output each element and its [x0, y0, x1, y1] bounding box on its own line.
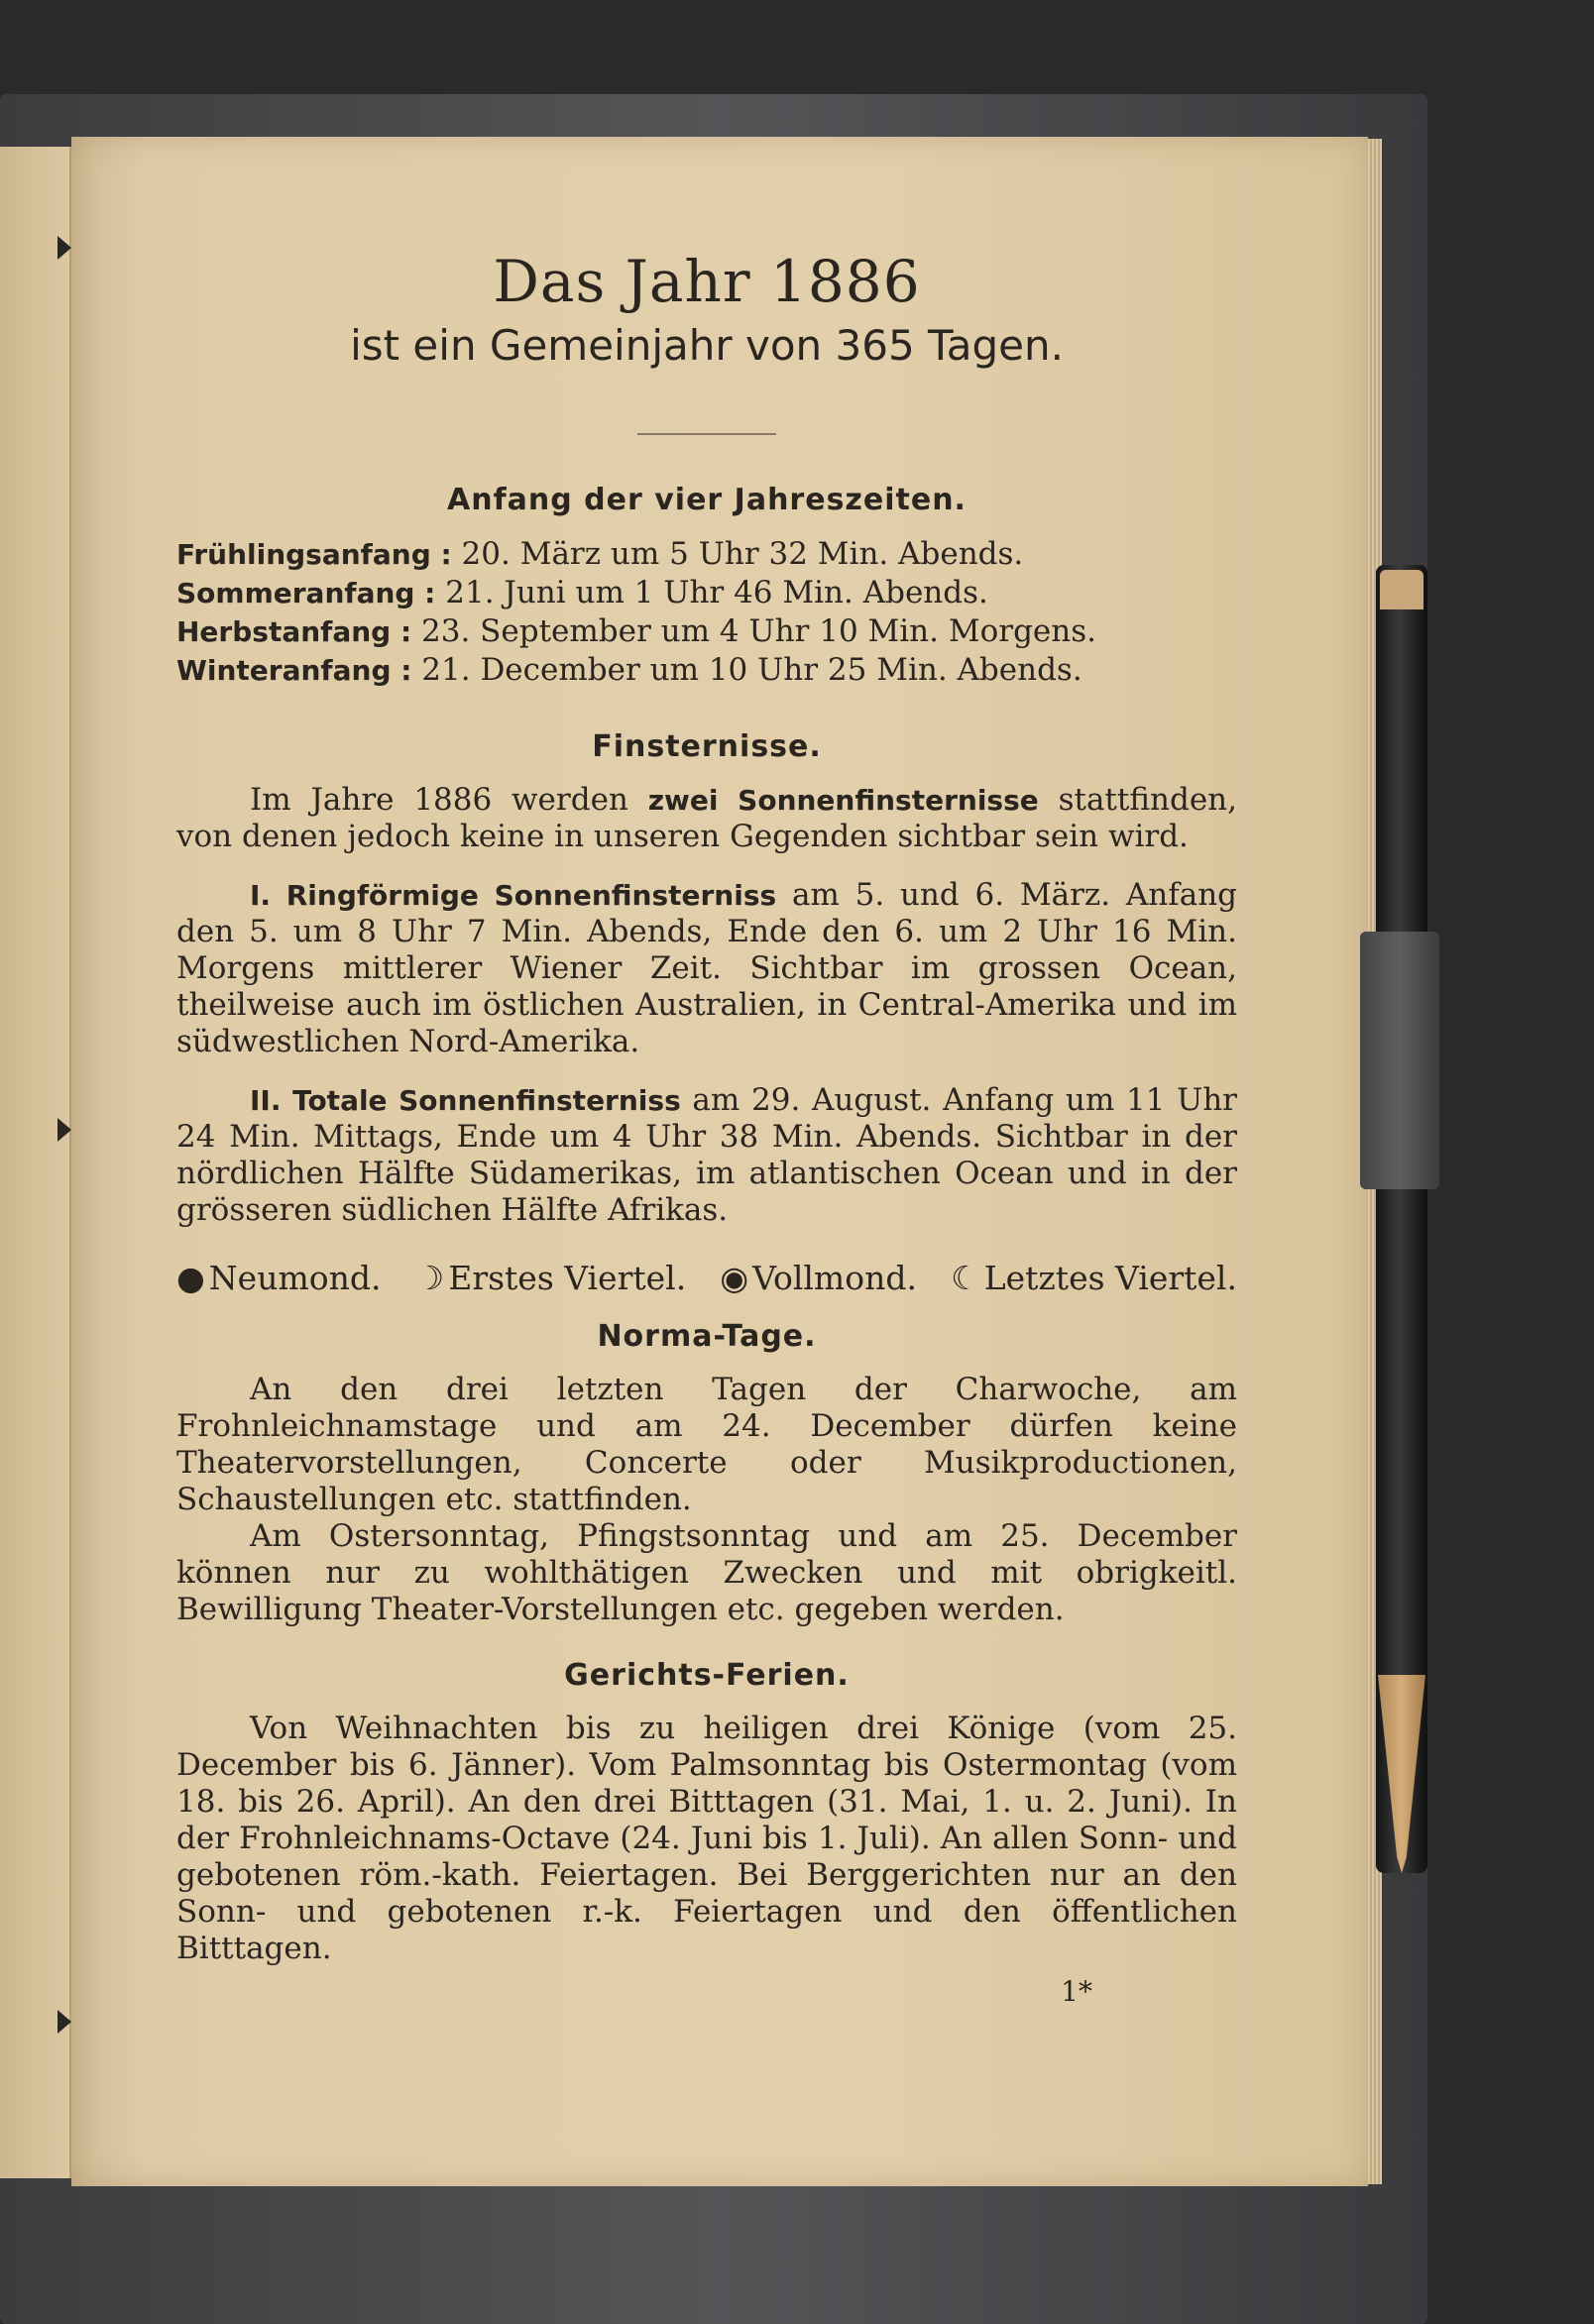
pencil-end — [1380, 570, 1423, 609]
season-text: 21. Juni um 1 Uhr 46 Min. Abends. — [445, 575, 988, 610]
season-name: Herbstanfang : — [176, 615, 412, 648]
moon-phase-item — [951, 1259, 1237, 1297]
season-text: 23. September um 4 Uhr 10 Min. Morgens. — [421, 613, 1096, 649]
norma-paragraph: An den drei letzten Tagen der Charwoche, am Frohnleichnamstage und am 24. December dürfen keine Theatervorstellungen, Concerte oder Musikproductionen, Schaustellungen etc. stattfinden. — [176, 1372, 1237, 1517]
page-subtitle: ist ein Gemeinjahr von 365 Tagen. — [350, 321, 1064, 370]
season-row — [176, 535, 1237, 574]
season-row — [176, 612, 1237, 651]
season-row — [176, 574, 1237, 612]
court-paragraph: Von Weihnachten bis zu heiligen drei Könige (vom 25. December bis 6. Jänner). Vom Palmsonntag bis Ostermontag (vom 18. bis 26. April). An den drei Bitttagen (31. Mai, 1. u. 2. Juni). In der Frohnleichnams-Octave (24. Juni bis 1. Juli). An allen Sonn- und gebotenen röm.-kath. Feiertagen. Bei Berggerichten nur an den Sonn- und gebotenen r.-k. Feiertagen und den öffentlichen Bitttagen. — [176, 1711, 1237, 1966]
eclipses-intro-bold: zwei Sonnenfinsternisse — [647, 784, 1039, 817]
season-row — [176, 651, 1237, 690]
court-heading: Gerichts-Ferien. — [564, 1658, 850, 1693]
norma-heading: Norma-Tage. — [597, 1319, 817, 1354]
moon-phase-label: Neumond. — [208, 1259, 382, 1297]
season-name: Sommeranfang : — [176, 577, 436, 609]
eclipses-intro-pre: Im Jahre 1886 werden — [250, 782, 648, 818]
eclipse-first — [176, 877, 1237, 1060]
left-page-edge — [0, 147, 71, 2178]
first-quarter-icon: ☽ — [414, 1259, 445, 1297]
moon-phase-label: Erstes Viertel. — [448, 1259, 687, 1297]
moon-phase-label: Letztes Viertel. — [983, 1259, 1237, 1297]
moon-phase-item — [415, 1259, 687, 1297]
season-name: Frühlingsanfang : — [176, 538, 452, 571]
season-name: Winteranfang : — [176, 654, 412, 687]
eclipses-intro — [176, 782, 1237, 855]
eclipse-second — [176, 1082, 1237, 1229]
divider — [637, 433, 776, 435]
norma-paragraph: Am Ostersonntag, Pfingstsonntag und am 25. December können nur zu wohlthätigen Zwecken und mit obrigkeitl. Bewilligung Theater-Vorstellungen etc. gegeben werden. — [176, 1518, 1237, 1627]
moon-phase-label: Vollmond. — [752, 1259, 917, 1297]
binding-stitch — [57, 1118, 71, 1142]
moon-phase-legend — [176, 1259, 1237, 1297]
page-content — [176, 248, 1237, 2008]
last-quarter-icon: ☾ — [951, 1259, 980, 1297]
moon-phase-item — [176, 1259, 381, 1297]
seasons-list — [176, 535, 1237, 690]
eclipse-first-title: I. Ringförmige Sonnenfinsterniss — [250, 879, 777, 912]
page-number: 1* — [1061, 1975, 1092, 2008]
eclipse-second-text: am 29. August. Anfang um 11 Uhr 24 Min. Mittags, Ende um 4 Uhr 38 Min. Abends. Sichtbar in der nördlichen Hälfte Südamerikas, im atlantischen Ocean und in der grösseren südlichen Hälfte Afrikas. — [176, 1082, 1238, 1228]
eclipses-heading: Finsternisse. — [592, 729, 822, 764]
eclipses-intro-post: stattfinden, von denen jedoch keine in unseren Gegenden sichtbar sein wird. — [176, 782, 1237, 854]
binding-stitch — [57, 2010, 71, 2034]
eclipse-first-text: am 5. und 6. März. Anfang den 5. um 8 Uhr 7 Min. Abends, Ende den 6. um 2 Uhr 16 Min. Morgens mittlerer Wiener Zeit. Sichtbar im grossen Ocean, theilweise auch im östlichen Australien, in Central-Amerika und im südwestlichen Nord-Amerika. — [176, 877, 1238, 1059]
page-title: Das Jahr 1886 — [493, 248, 921, 315]
full-moon-icon: ◉ — [720, 1259, 749, 1297]
moon-phase-item — [720, 1259, 917, 1297]
season-text: 21. December um 10 Uhr 25 Min. Abends. — [421, 652, 1082, 688]
new-moon-icon: ● — [176, 1259, 205, 1297]
eclipse-second-title: II. Totale Sonnenfinsterniss — [250, 1084, 681, 1117]
seasons-heading: Anfang der vier Jahreszeiten. — [447, 483, 967, 517]
season-text: 20. März um 5 Uhr 32 Min. Abends. — [461, 536, 1024, 572]
binding-stitch — [57, 236, 71, 260]
pencil-loop — [1360, 932, 1439, 1189]
